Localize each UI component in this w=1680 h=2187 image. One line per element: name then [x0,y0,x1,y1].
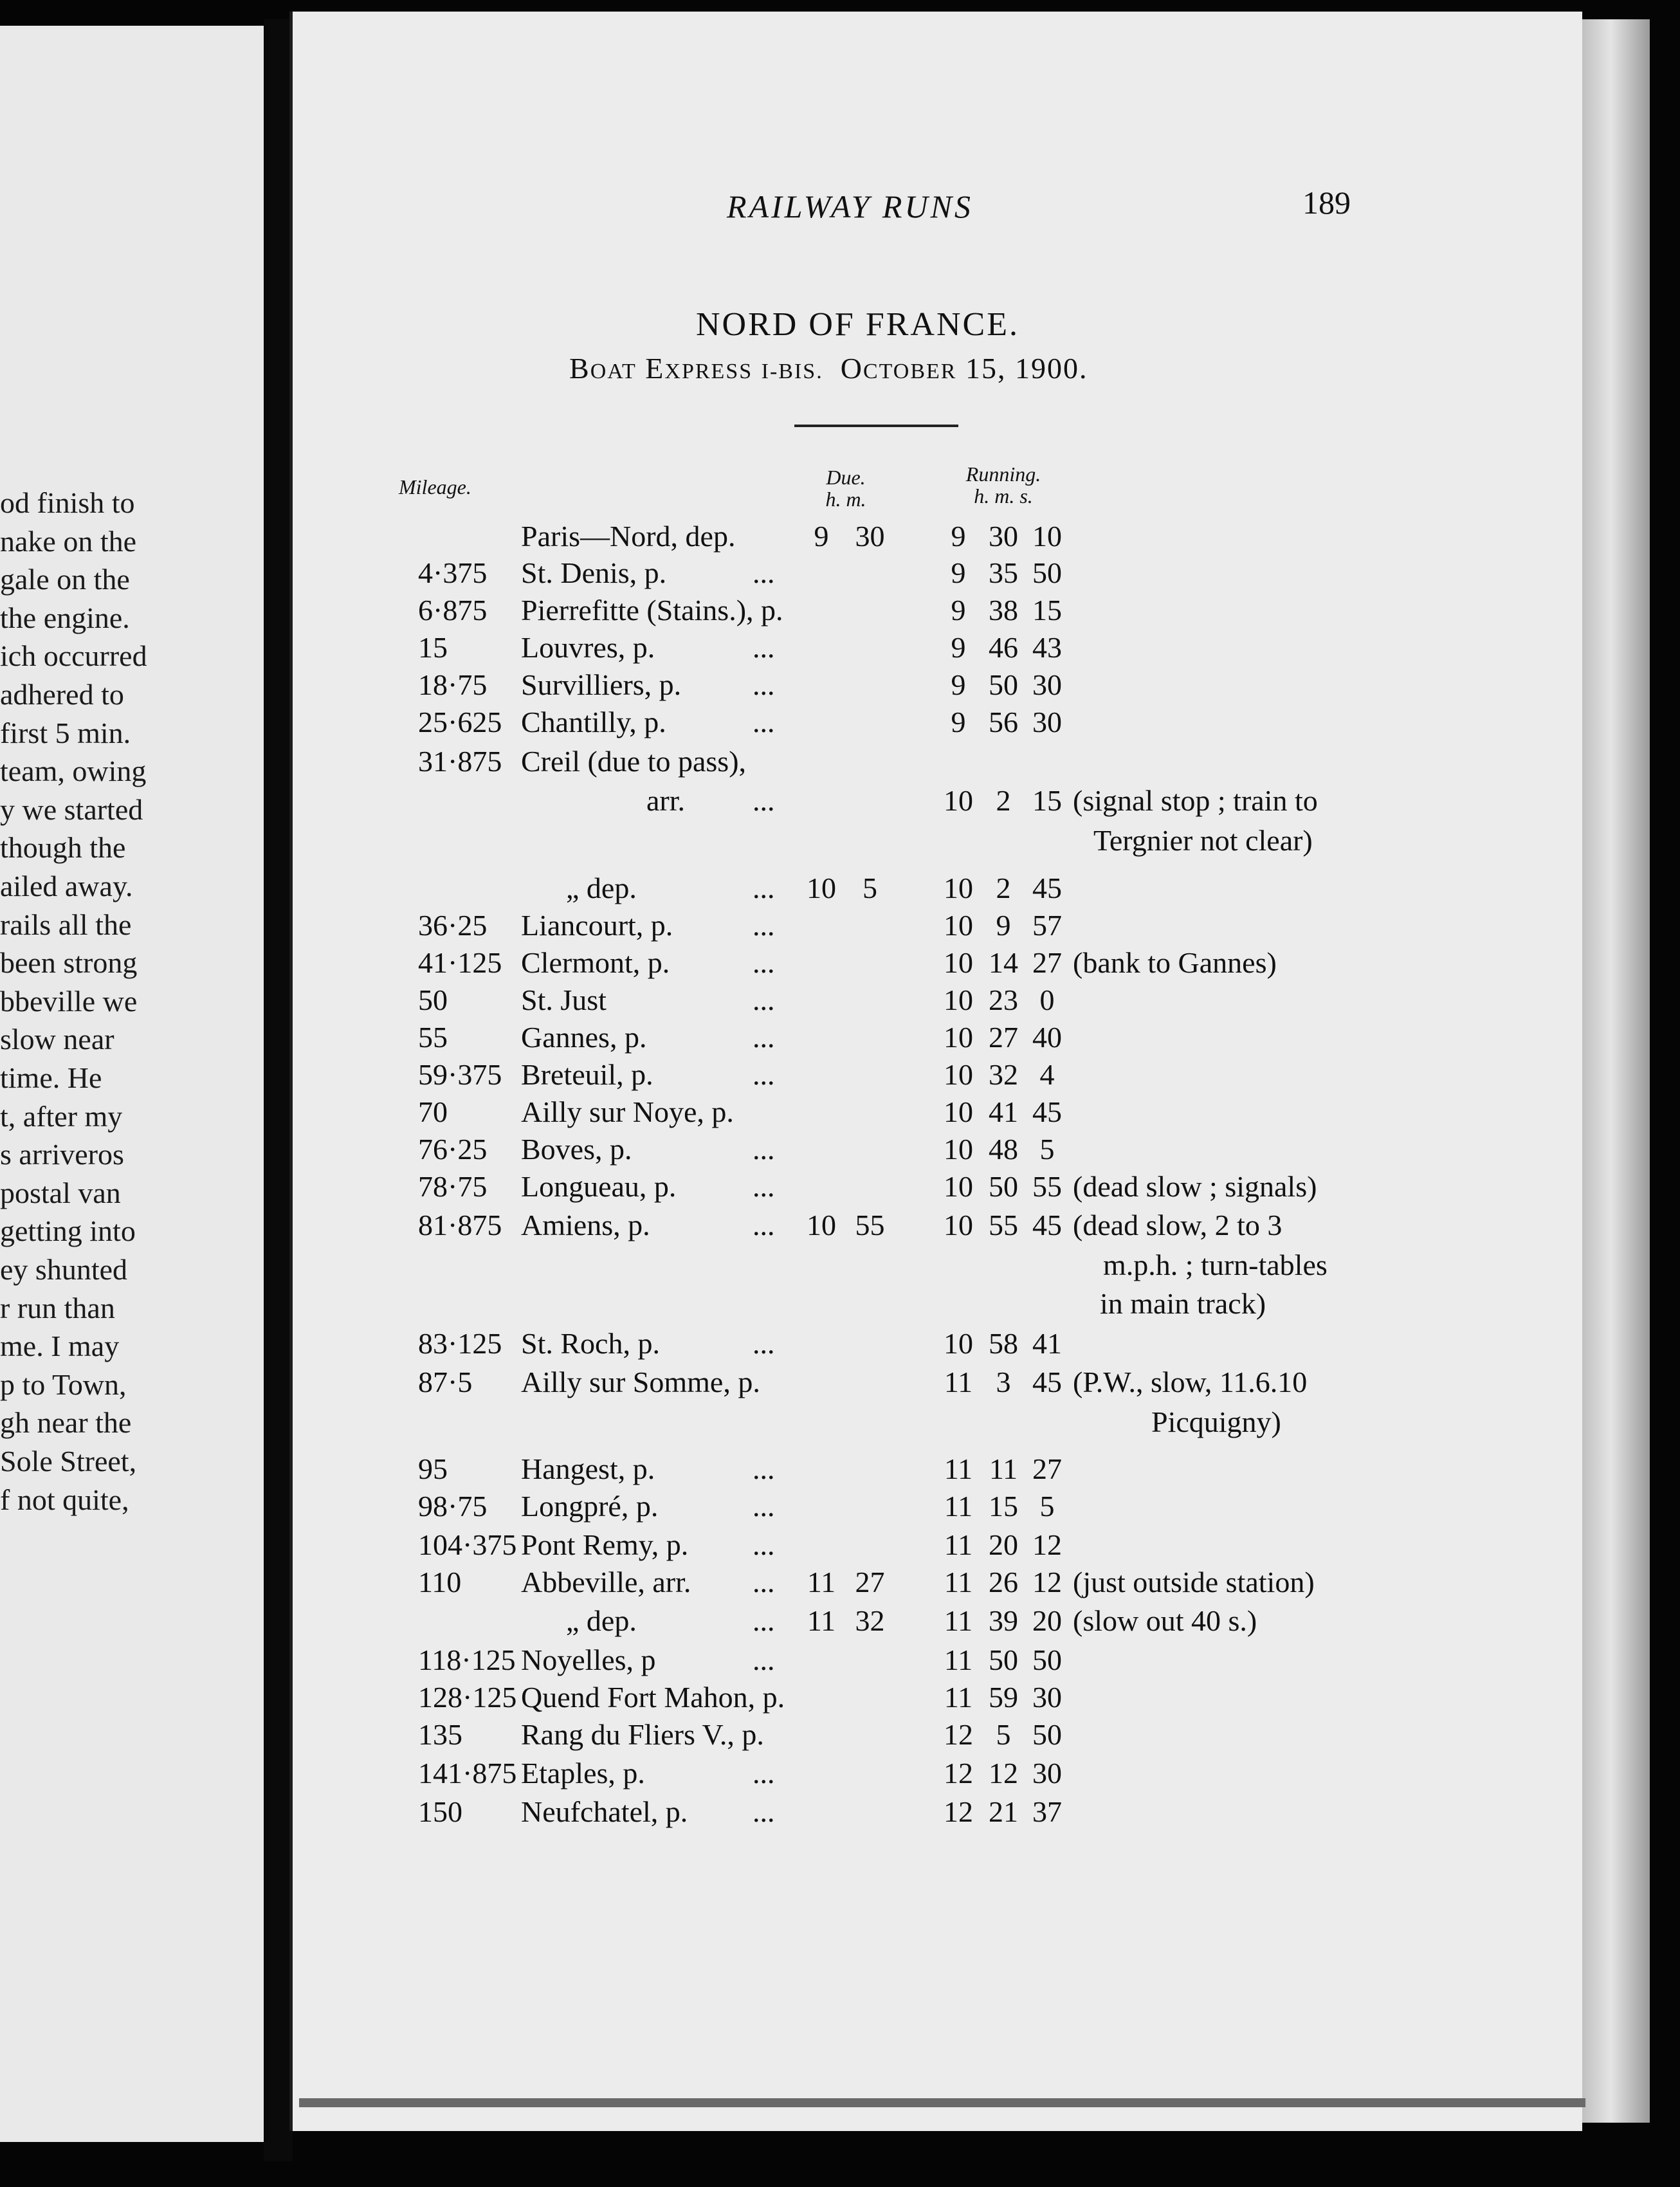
run-minutes-cell: 2 [996,784,1011,817]
leader-dots: ... [753,1058,775,1091]
mileage-cell: 25·625 [418,706,502,738]
run-hours-cell: 9 [951,594,966,627]
station-cell: Breteuil, p. [521,1058,653,1091]
mileage-cell: 78·75 [418,1170,488,1203]
run-hours-cell: 11 [944,1604,973,1637]
leader-dots: ... [753,1490,775,1523]
mileage-cell: 36·25 [418,909,488,942]
running-head: RAILWAY RUNS [727,188,973,224]
run-hours-cell: 10 [944,1058,973,1091]
run-hours-cell: 10 [944,1209,973,1241]
mileage-cell: 31·875 [418,745,502,778]
run-seconds-cell: 15 [1032,594,1062,627]
mileage-cell: 55 [418,1021,448,1054]
left-page-line: f not quite, [0,1483,129,1516]
leader-dots: ... [753,1170,775,1203]
run-seconds-cell: 30 [1032,1681,1062,1714]
left-page-line: bbeville we [0,984,138,1018]
run-minutes-cell: 23 [989,984,1018,1016]
run-seconds-cell: 57 [1032,909,1062,942]
left-page-line: ich occurred [0,639,147,673]
leader-dots: ... [753,1021,775,1054]
mileage-cell: 87·5 [418,1366,473,1398]
station-cell: Survilliers, p. [521,668,682,701]
run-seconds-cell: 43 [1032,631,1062,664]
run-minutes-cell: 46 [989,631,1018,664]
left-page-line: time. He [0,1061,102,1094]
remark-cell: (bank to Gannes) [1073,946,1277,979]
run-minutes-cell: 50 [989,1170,1018,1203]
page-number: 189 [1302,185,1351,221]
station-cell: Gannes, p. [521,1021,647,1054]
run-hours-cell: 11 [944,1643,973,1676]
leader-dots: ... [753,872,775,904]
station-cell: St. Denis, p. [521,556,667,589]
run-seconds-cell: 4 [1039,1058,1055,1091]
run-seconds-cell: 5 [1039,1133,1055,1166]
run-hours-cell: 10 [944,784,973,817]
left-page-line: the engine. [0,601,130,634]
station-cell: Chantilly, p. [521,706,666,738]
left-page-line: r run than [0,1291,115,1324]
station-cell: Paris—Nord, dep. [521,520,736,553]
due-minutes-cell: 27 [855,1566,885,1598]
station-cell: Louvres, p. [521,631,655,664]
left-page-line: slow near [0,1023,114,1056]
run-hours-cell: 10 [944,1133,973,1166]
station-cell: Neufchatel, p. [521,1795,688,1828]
leader-dots: ... [753,706,775,738]
header-running: Running. h. m. s. [965,462,1041,508]
header-mileage: Mileage. [399,475,471,499]
remark-cell: (signal stop ; train to [1073,784,1318,817]
station-cell: Longueau, p. [521,1170,677,1203]
mileage-cell: 83·125 [418,1327,502,1360]
run-hours-cell: 10 [944,984,973,1016]
mileage-cell: 76·25 [418,1133,488,1166]
mileage-cell: 135 [418,1718,462,1751]
run-minutes-cell: 39 [989,1604,1018,1637]
run-hours-cell: 10 [944,872,973,904]
left-page-line: gale on the [0,563,130,596]
leader-dots: ... [753,1757,775,1789]
due-hours-cell: 10 [807,1209,836,1241]
station-cell: Noyelles, p [521,1643,656,1676]
mileage-cell: 70 [418,1095,448,1128]
mileage-cell: 110 [418,1566,462,1598]
run-minutes-cell: 27 [989,1021,1018,1054]
mileage-cell: 15 [418,631,448,664]
run-hours-cell: 10 [944,946,973,979]
run-hours-cell: 10 [944,1021,973,1054]
run-seconds-cell: 12 [1032,1566,1062,1598]
run-hours-cell: 12 [944,1757,973,1789]
run-minutes-cell: 58 [989,1327,1018,1360]
run-hours-cell: 9 [951,706,966,738]
run-seconds-cell: 45 [1032,1095,1062,1128]
run-hours-cell: 12 [944,1795,973,1828]
run-seconds-cell: 10 [1032,520,1062,553]
run-seconds-cell: 37 [1032,1795,1062,1828]
run-hours-cell: 11 [944,1566,973,1598]
left-page-line: me. I may [0,1330,120,1363]
station-cell: Abbeville, arr. [521,1566,691,1598]
mileage-cell: 50 [418,984,448,1016]
station-cell: Liancourt, p. [521,909,673,942]
mileage-cell: 95 [418,1452,448,1485]
station-cell: „ dep. [566,872,637,904]
mileage-cell: 128·125 [418,1681,517,1714]
mileage-cell: 150 [418,1795,462,1828]
run-minutes-cell: 50 [989,668,1018,701]
remark-continuation: Picquigny) [1151,1405,1281,1438]
station-cell: Quend Fort Mahon, p. [521,1681,785,1714]
station-cell: Pont Remy, p. [521,1528,689,1561]
left-page-line: t, after my [0,1099,123,1133]
leader-dots: ... [753,1566,775,1598]
run-seconds-cell: 41 [1032,1327,1062,1360]
run-seconds-cell: 30 [1032,706,1062,738]
run-seconds-cell: 50 [1032,1718,1062,1751]
page-edge-shadow [1579,19,1650,2123]
leader-dots: ... [753,1795,775,1828]
leader-dots: ... [753,1327,775,1360]
station-cell: „ dep. [566,1604,637,1637]
mileage-cell: 141·875 [418,1757,517,1789]
run-seconds-cell: 30 [1032,668,1062,701]
due-minutes-cell: 32 [855,1604,885,1637]
run-minutes-cell: 55 [989,1209,1018,1241]
left-page-line: though the [0,831,126,865]
title-rule [794,425,958,427]
remark-cell: (slow out 40 s.) [1073,1604,1257,1637]
mileage-cell: 6·875 [418,594,488,627]
leader-dots: ... [753,784,775,817]
run-minutes-cell: 35 [989,556,1018,589]
remark-cell: (dead slow ; signals) [1073,1170,1317,1203]
left-page-line: first 5 min. [0,716,131,749]
leader-dots: ... [753,1604,775,1637]
run-seconds-cell: 30 [1032,1757,1062,1789]
run-seconds-cell: 15 [1032,784,1062,817]
page-bottom-edge [299,2098,1585,2107]
due-minutes-cell: 55 [855,1209,885,1241]
run-hours-cell: 9 [951,631,966,664]
run-seconds-cell: 50 [1032,1643,1062,1676]
station-cell: Boves, p. [521,1133,632,1166]
run-minutes-cell: 20 [989,1528,1018,1561]
run-minutes-cell: 56 [989,706,1018,738]
table-subtitle: BOAT EXPRESS I-BIS. OCTOBER 15, 1900. [569,352,1088,385]
remark-cell: (P.W., slow, 11.6.10 [1073,1366,1308,1398]
station-cell: St. Roch, p. [521,1327,660,1360]
remark-cell: (just outside station) [1073,1566,1315,1598]
mileage-cell: 81·875 [418,1209,502,1241]
due-hours-cell: 11 [807,1604,836,1637]
leader-dots: ... [753,668,775,701]
remark-cell: (dead slow, 2 to 3 [1073,1209,1283,1241]
book-gutter [264,19,293,2161]
run-seconds-cell: 0 [1039,984,1055,1016]
header-due: Due. h. m. [825,466,866,511]
run-minutes-cell: 26 [989,1566,1018,1598]
run-minutes-cell: 59 [989,1681,1018,1714]
run-seconds-cell: 27 [1032,946,1062,979]
run-seconds-cell: 55 [1032,1170,1062,1203]
run-minutes-cell: 3 [996,1366,1011,1398]
run-hours-cell: 11 [944,1681,973,1714]
remark-continuation: m.p.h. ; turn-tables [1103,1249,1328,1281]
mileage-cell: 104·375 [418,1528,517,1561]
leader-dots: ... [753,1643,775,1676]
left-page [0,26,283,2142]
leader-dots: ... [753,1528,775,1561]
station-cell: arr. [646,784,686,817]
run-minutes-cell: 15 [989,1490,1018,1523]
run-hours-cell: 11 [944,1490,973,1523]
remark-continuation: Tergnier not clear) [1093,824,1313,857]
left-page-line: been strong [0,946,138,980]
left-page-line: rails all the [0,908,132,941]
station-cell: Rang du Fliers V., p. [521,1718,764,1751]
station-cell: Pierrefitte (Stains.), p. [521,594,783,627]
run-hours-cell: 9 [951,520,966,553]
run-minutes-cell: 5 [996,1718,1011,1751]
leader-dots: ... [753,1209,775,1241]
station-cell: Etaples, p. [521,1757,645,1789]
leader-dots: ... [753,946,775,979]
station-cell: Ailly sur Noye, p. [521,1095,734,1128]
left-page-line: y we started [0,792,143,826]
leader-dots: ... [753,909,775,942]
mileage-cell: 98·75 [418,1490,488,1523]
run-hours-cell: 11 [944,1452,973,1485]
left-page-line: nake on the [0,524,137,558]
left-page-line: Sole Street, [0,1445,137,1478]
table-title: NORD OF FRANCE. [696,306,1019,343]
leader-dots: ... [753,631,775,664]
run-hours-cell: 12 [944,1718,973,1751]
station-cell: Creil (due to pass), [521,745,747,778]
run-seconds-cell: 45 [1032,872,1062,904]
left-page-line: adhered to [0,678,124,711]
station-cell: Hangest, p. [521,1452,655,1485]
run-seconds-cell: 5 [1039,1490,1055,1523]
run-hours-cell: 9 [951,668,966,701]
station-cell: Ailly sur Somme, p. [521,1366,760,1398]
run-seconds-cell: 20 [1032,1604,1062,1637]
remark-continuation: in main track) [1100,1287,1266,1320]
mileage-cell: 41·125 [418,946,502,979]
mileage-cell: 118·125 [418,1643,516,1676]
run-minutes-cell: 38 [989,594,1018,627]
mileage-cell: 18·75 [418,668,488,701]
due-hours-cell: 11 [807,1566,836,1598]
run-seconds-cell: 12 [1032,1528,1062,1561]
run-seconds-cell: 27 [1032,1452,1062,1485]
run-minutes-cell: 32 [989,1058,1018,1091]
run-minutes-cell: 50 [989,1643,1018,1676]
run-hours-cell: 11 [944,1528,973,1561]
run-minutes-cell: 2 [996,872,1011,904]
left-page-line: p to Town, [0,1368,127,1401]
run-hours-cell: 10 [944,909,973,942]
leader-dots: ... [753,984,775,1016]
left-page-line: team, owing [0,755,147,788]
leader-dots: ... [753,556,775,589]
run-minutes-cell: 48 [989,1133,1018,1166]
mileage-cell: 59·375 [418,1058,502,1091]
left-page-line: getting into [0,1214,136,1248]
run-hours-cell: 10 [944,1170,973,1203]
run-hours-cell: 10 [944,1327,973,1360]
left-page-line: ey shunted [0,1253,128,1286]
run-seconds-cell: 50 [1032,556,1062,589]
run-minutes-cell: 30 [989,520,1018,553]
run-minutes-cell: 14 [989,946,1018,979]
due-hours-cell: 9 [814,520,829,553]
station-cell: Longpré, p. [521,1490,659,1523]
left-page-line: gh near the [0,1406,132,1440]
run-hours-cell: 11 [944,1366,973,1398]
leader-dots: ... [753,1452,775,1485]
left-page-line: s arriveros [0,1138,124,1171]
left-page-line: postal van [0,1176,121,1209]
run-seconds-cell: 40 [1032,1021,1062,1054]
leader-dots: ... [753,1133,775,1166]
run-seconds-cell: 45 [1032,1209,1062,1241]
station-cell: Amiens, p. [521,1209,650,1241]
run-minutes-cell: 12 [989,1757,1018,1789]
run-hours-cell: 10 [944,1095,973,1128]
run-minutes-cell: 9 [996,909,1011,942]
run-minutes-cell: 11 [989,1452,1018,1485]
due-hours-cell: 10 [807,872,836,904]
left-page-line: ailed away. [0,870,133,902]
left-page-line: od finish to [0,486,135,519]
mileage-cell: 4·375 [418,556,488,589]
run-minutes-cell: 41 [989,1095,1018,1128]
run-seconds-cell: 45 [1032,1366,1062,1398]
run-hours-cell: 9 [951,556,966,589]
run-minutes-cell: 21 [989,1795,1018,1828]
due-minutes-cell: 5 [863,872,877,904]
station-cell: Clermont, p. [521,946,670,979]
due-minutes-cell: 30 [855,520,885,553]
station-cell: St. Just [521,984,607,1016]
